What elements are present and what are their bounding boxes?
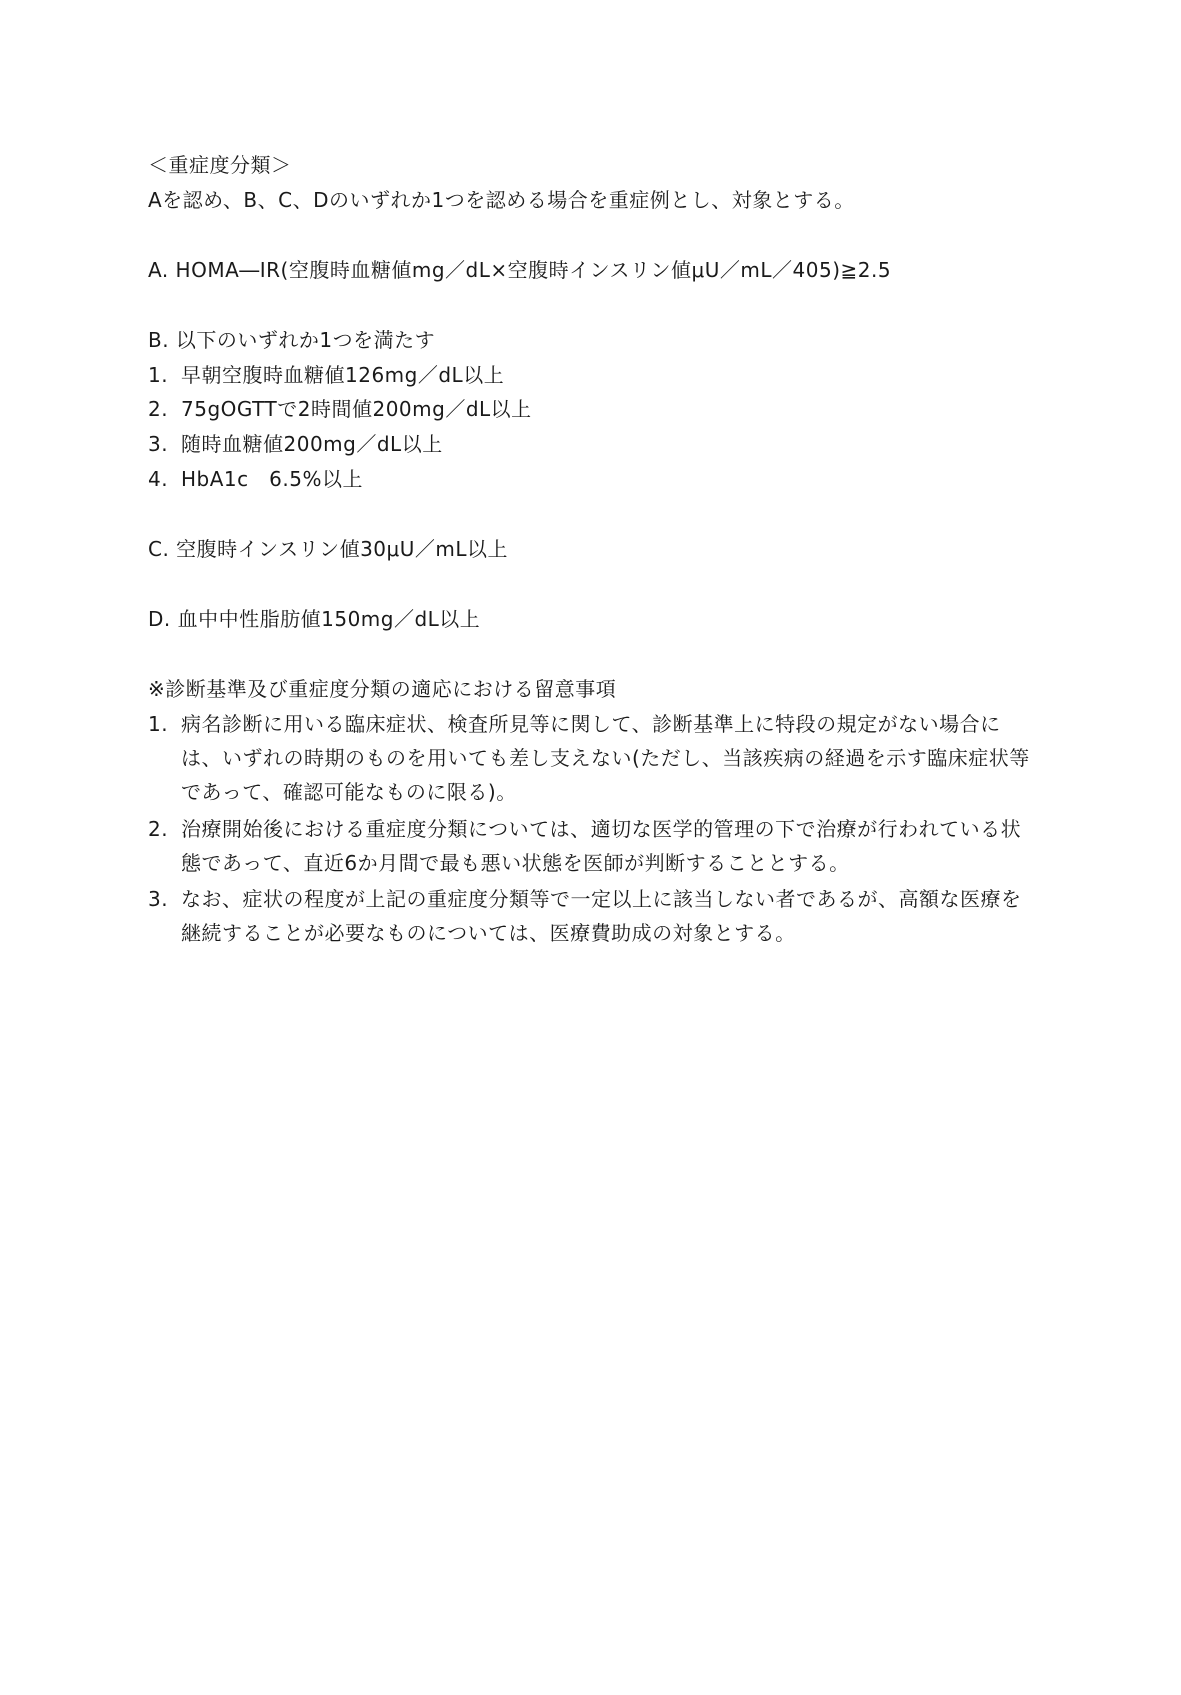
criterion-b-item-4: HbA1c 6.5%以上 — [181, 467, 363, 491]
note-2-text: 治療開始後における重症度分類については、適切な医学的管理の下で治療が行われている状態であって、直近6か月間で最も悪い状態を医師が判断することとする。 — [181, 817, 1022, 875]
criterion-c: C. 空腹時インスリン値30μU／mL以上 — [148, 537, 509, 561]
note-3-number: 3. — [148, 887, 169, 911]
notes-title: ※診断基準及び重症度分類の適応における留意事項 — [148, 677, 617, 701]
criterion-b-item-4-number: 4. — [148, 467, 169, 491]
criterion-b-item-1-number: 1. — [148, 363, 169, 387]
note-2-number: 2. — [148, 817, 169, 841]
criterion-b-item-2: 75gOGTTで2時間値200mg／dL以上 — [181, 397, 532, 421]
criterion-b-item-3-number: 3. — [148, 432, 169, 456]
note-3-text: なお、症状の程度が上記の重症度分類等で一定以上に該当しない者であるが、高額な医療を継続することが必要なものについては、医療費助成の対象とする。 — [181, 887, 1022, 945]
section-heading: ＜重症度分類＞ — [148, 153, 292, 177]
note-1-number: 1. — [148, 712, 169, 736]
criterion-b-title: B. 以下のいずれか1つを満たす — [148, 328, 436, 352]
criterion-b-item-2-number: 2. — [148, 397, 169, 421]
criterion-a: A. HOMA―IR(空腹時血糖値mg／dL×空腹時インスリン値μU／mL／405)≧2.5 — [148, 258, 892, 282]
note-1-text: 病名診断に用いる臨床症状、検査所見等に関して、診断基準上に特段の規定がない場合には、いずれの時期のものを用いても差し支えない(ただし、当該疾病の経過を示す臨床症状等であって、確認可能なものに限る)。 — [181, 712, 1030, 804]
criterion-b-item-1: 早朝空腹時血糖値126mg／dL以上 — [181, 363, 505, 387]
criterion-d: D. 血中中性脂肪値150mg／dL以上 — [148, 607, 481, 631]
criterion-b-item-3: 随時血糖値200mg／dL以上 — [181, 432, 443, 456]
intro-text: Aを認め、B、C、Dのいずれか1つを認める場合を重症例とし、対象とする。 — [148, 188, 855, 212]
